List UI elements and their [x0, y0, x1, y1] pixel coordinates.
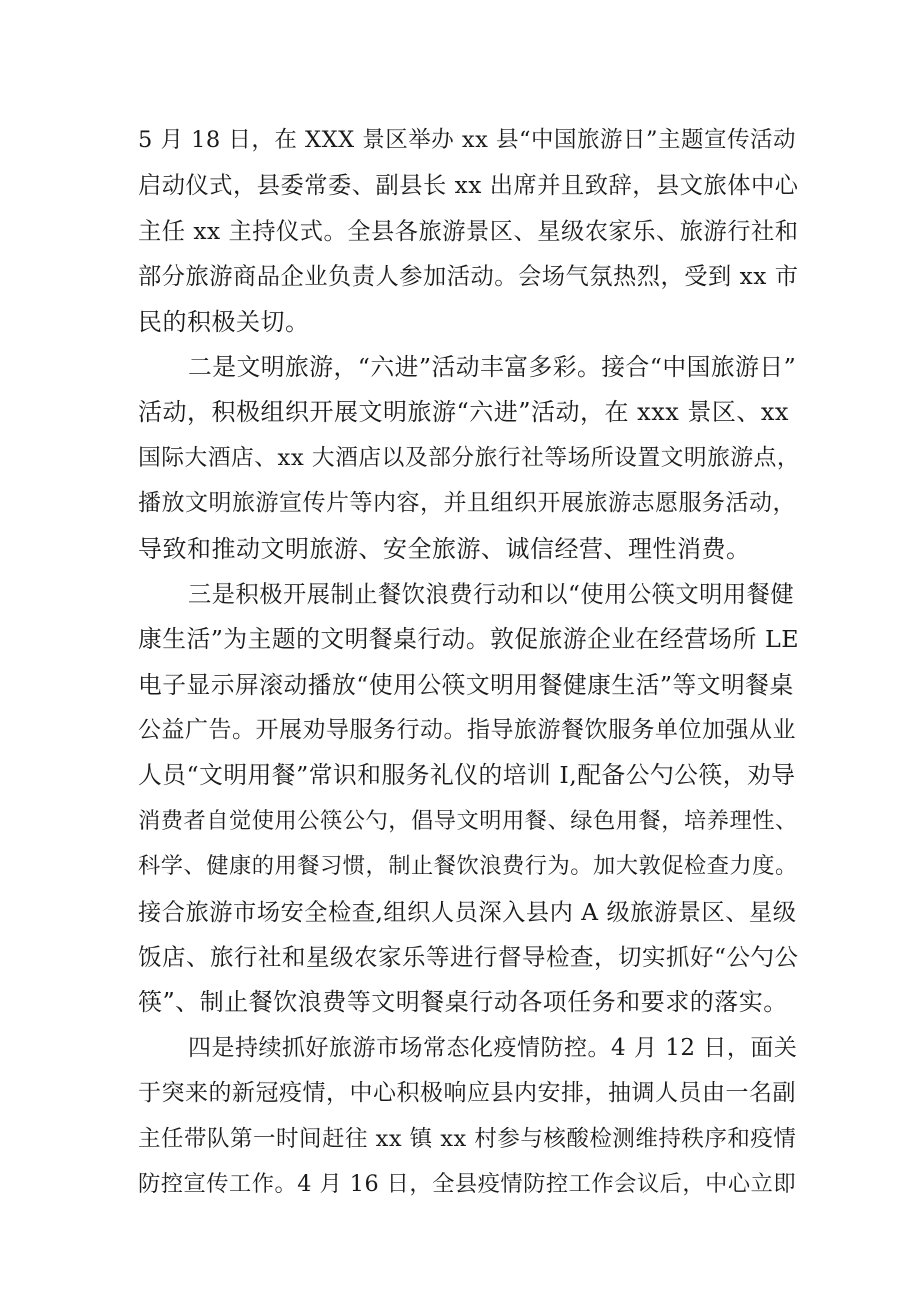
- text-line: 接合旅游市场安全检查,组织人员深入县内 A 级旅游景区、星级: [138, 898, 797, 926]
- text-line: 防控宣传工作。4 月 16 日，全县疫情防控工作会议后，中心立即: [138, 1170, 797, 1197]
- document-body: [138, 118, 801, 1207]
- text-line: 康生活”为主题的文明餐桌行动。敦促旅游企业在经营场所 LE: [138, 625, 800, 654]
- text-line: 电子显示屏滚动播放“使用公筷文明用餐健康生活”等文明餐桌: [138, 670, 794, 699]
- text-line: 于突来的新冠疫情，中心积极响应县内安排，抽调人员由一名副: [138, 1080, 796, 1107]
- text-line: 活动，积极组织开展文明旅游“六进”活动，在 xxx 景区、xx: [138, 398, 789, 427]
- text-line: 民的积极关切。: [138, 307, 310, 336]
- paragraph-start-line: 三是积极开展制止餐饮浪费行动和以“使用公筷文明用餐健: [188, 580, 795, 608]
- text-line: 筷”、制止餐饮浪费等文明餐桌行动各项任务和要求的落实。: [138, 988, 788, 1017]
- text-line: 人员“文明用餐”常识和服务礼仪的培训 I,配备公勺公筷，劝导: [138, 761, 796, 790]
- text-line: 主任带队第一时间赶往 xx 镇 xx 村参与核酸检测维持秩序和疫情: [138, 1125, 797, 1152]
- text-line: 启动仪式，县委常委、副县长 xx 出席并且致辞，县文旅体中心: [138, 172, 799, 200]
- text-line: 公益广告。开展劝导服务行动。指导旅游餐饮服务单位加强从业: [138, 717, 796, 744]
- text-line: 消费者自觉使用公筷公勺，倡导文明用餐、绿色用餐，培养理性、: [138, 807, 798, 834]
- text-line: 导致和推动文明旅游、安全旅游、诚信经营、理性消费。: [138, 534, 751, 563]
- text-line: 部分旅游商品企业负责人参加活动。会场气氛热烈，受到 xx 市: [138, 263, 799, 291]
- text-line: 国际大酒店、xx 大酒店以及部分旅行社等场所设置文明旅游点，: [138, 444, 801, 471]
- text-line: 主任 xx 主持仪式。全县各旅游景区、星级农家乐、旅游行社和: [138, 217, 799, 245]
- text-line: 播放文明旅游宣传片等内容，并且组织开展旅游志愿服务活动，: [138, 490, 796, 517]
- paragraph-start-line: 四是持续抓好旅游市场常态化疫情防控。4 月 12 日，面关: [188, 1034, 798, 1061]
- text-line: 饭店、旅行社和星级农家乐等进行督导检查，切实抓好“公勺公: [138, 943, 799, 972]
- text-line: 5 月 18 日，在 XXX 景区举办 xx 县“中国旅游日”主题宣传活动: [138, 127, 796, 153]
- text-line: 科学、健康的用餐习惯，制止餐饮浪费行为。加大敦促检查力度。: [138, 853, 798, 880]
- paragraph-start-line: 二是文明旅游，“六进”活动丰富多彩。接合“中国旅游日”: [188, 352, 797, 381]
